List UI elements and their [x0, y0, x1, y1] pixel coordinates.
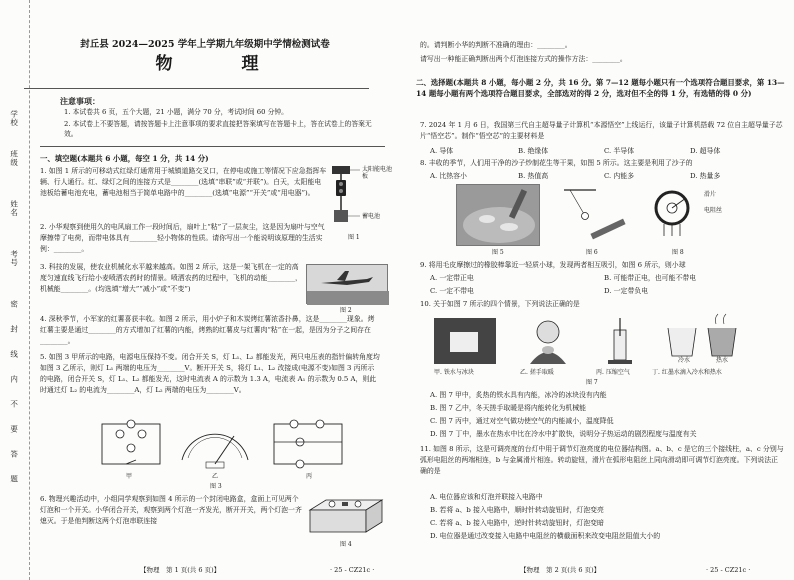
question-5: 5. 如图 3 甲所示的电路，电源电压保持不变。闭合开关 S，灯 L₁、L₂ 都能发光，两只电压表的指针偏转角度均如图 3 乙所示，则灯 L₁ 两端的电压为________V。断开开关 S，将灯 L₁、L₂ 改接成(电源不变)如图 3 丙所示的电路，闭合开关 S，灯 L₁、L₂ 都能发光，这时电流表 A 的示数为 1.3 A，电流表 A₁ 的示数为 0.5 A，则此时通过灯 L₂ 的电流为________A，灯 L₂ 两端的电压为________V。 [40, 353, 380, 394]
gutter-label: 密 [9, 300, 19, 309]
binding-gutter [0, 0, 30, 580]
note-item: 1. 本试卷共 6 页，五个大题，21 小题，满分 70 分，考试时间 60 分钟。 [64, 108, 288, 116]
question-10: 10. 关于如图 7 所示的四个情景，下列说法正确的是 [420, 300, 580, 308]
q7-option-c[interactable]: C. 半导体 [604, 147, 635, 155]
fig3-sub-caption: 甲 [126, 473, 133, 480]
q11-option-c[interactable]: C. 若将 a、b 接入电路中，逆时针转动旋钮时，灯泡变暗 [430, 519, 604, 527]
q9-option-d[interactable]: D. 一定带负电 [604, 287, 649, 295]
q9-option-b[interactable]: B. 可能带正电，也可能不带电 [604, 274, 697, 282]
fig7-label-cold: 冷水 [678, 357, 691, 364]
figure-7-beakers [664, 314, 740, 364]
gutter-label: 不 [9, 400, 19, 409]
question-6-cont-1: 的。请判断小华的判断不准确的理由：________。 [420, 41, 572, 49]
q7-option-d[interactable]: D. 超导体 [690, 147, 721, 155]
figure-4-circuit-box [306, 494, 386, 538]
fig8-caption: 图 8 [672, 249, 684, 256]
gutter-label: 内 [9, 375, 19, 384]
fig3-sub-caption: 乙 [212, 473, 219, 480]
gutter-label: 姓名 [9, 200, 19, 217]
figure-5-sand-photo [456, 184, 540, 246]
gutter-label: 封 [9, 325, 19, 334]
q9-option-c[interactable]: C. 一定不带电 [430, 287, 474, 295]
question-6: 6. 物理兴趣活动中，小组同学观察到如图 4 所示的一个封闭电路盒，盒面上可见两个灯泡和一个开关。小华闭合开关，观察到两个灯泡一齐发光，断开开关，两个灯泡一齐熄灭。于是他判断这两个灯泡串联连接 [40, 495, 302, 525]
footer-page-right: 【物理 第 2 页(共 6 页)】 [520, 566, 601, 574]
q7-option-b[interactable]: B. 绝缘体 [518, 147, 549, 155]
fig6-caption: 图 6 [586, 249, 598, 256]
question-8: 8. 丰收的季节，人们用干净的沙子炒制花生等干果，如图 5 所示。这主要是利用了沙子的 [420, 159, 693, 167]
fig1-caption: 图 1 [348, 234, 360, 241]
footer-page-left: 【物理 第 1 页(共 6 页)】 [140, 566, 221, 574]
solar-panel-shape [332, 166, 350, 174]
fig7-caption: 图 7 [586, 379, 598, 386]
question-3: 3. 科技的发展，使农业机械化水平越来越高。如图 2 所示，这是一架飞机在一定的高度匀速直线飞行给小麦喷洒农药时的情景。喷洒农药的过程中，飞机的动能________，机械能________。(均选填“增大”“减小”或“不变”) [40, 263, 302, 293]
note-item: 2. 本试卷上不要答题，请按答题卡上注意事项的要求直接把答案填写在答题卡上，答在试卷上的答案无效。 [64, 120, 372, 139]
notes-heading: 注意事项： [60, 96, 100, 106]
figure-6-rod-ball [556, 186, 630, 246]
q11-option-d[interactable]: D. 电位器是通过改变接入电路中电阻丝的横截面积来改变电阻丝阻值大小的 [430, 532, 661, 540]
exam-subject: 物 理 [155, 54, 285, 74]
fig7-label-ding: 丁. 红墨水滴入冷水和热水 [652, 369, 722, 376]
divider [40, 146, 385, 147]
fig3-sub-caption: 丙 [306, 473, 313, 480]
figure-7-compress-air [600, 316, 640, 366]
fig3-caption: 图 3 [210, 483, 222, 490]
fig1-label-battery: 蓄电池 [362, 213, 381, 220]
fig7-label-yi: 乙. 搓手取暖 [520, 369, 554, 376]
fig7-label-bing: 丙. 压缩空气 [596, 369, 630, 376]
q10-option-b[interactable]: B. 图 7 乙中，冬天搓手取暖是将内能转化为机械能 [430, 404, 587, 412]
q10-option-d[interactable]: D. 图 7 丁中，墨水在热水中比在冷水中扩散快，说明分子热运动的剧烈程度与温度有关 [430, 430, 697, 438]
q8-option-b[interactable]: B. 热值高 [518, 172, 549, 180]
gutter-label: 要 [9, 425, 19, 434]
fig5-caption: 图 5 [492, 249, 504, 256]
q8-option-d[interactable]: D. 热量多 [690, 172, 721, 180]
section-heading: 二、选择题(本题共 8 小题，每小题 2 分，共 16 分。第 7—12 题每小题只有一个选项符合题目要求，第 13—14 题每小题有两个选项符合题目要求，全部选对的得 2 分，选对但不全的得 1 分，有选错的得 0 分) [416, 78, 785, 99]
question-11: 11. 如图 8 所示，这是可调亮度的台灯中用于调节灯泡亮度的电位器结构图。a、b、c 是它的三个接线柱，a、c 分别与弧形电阻丝的两端相连，b 与金属滑片相连。转动旋钮，滑片在弧形电阻丝上同向滑动即可调节灯泡亮度。下列说法正确的是 [420, 445, 784, 475]
gutter-label: 答 [9, 450, 19, 459]
fig8-label-wire: 电阻丝 [704, 207, 723, 214]
gutter-label: 班级 [9, 150, 19, 167]
fig7-label-hot: 热水 [716, 357, 729, 364]
question-4: 4. 深秋季节，小军家的红薯喜获丰收。如图 2 所示，用小炉子和木炭烤红薯浓香扑鼻，这是________现象。烤红薯主要是通过________的方式增加了红薯的内能，烤熟的红薯皮与红薯肉“粘”在一起，是因为分子之间存在________。 [40, 315, 375, 345]
q11-option-b[interactable]: B. 若将 a、b 接入电路中，顺时针转动旋钮时，灯泡变亮 [430, 506, 604, 514]
exam-title: 封丘县 2024—2025 学年上学期九年级期中学情检测试卷 [80, 39, 330, 50]
figure-7-ice-iron [432, 316, 498, 366]
question-7: 7. 2024 年 1 月 6 日，我国第三代自主超导量子计算机“本源悟空”上线运行，该量子计算机搭载 72 位自主超导量子芯片“悟空芯”。制作“悟空芯”的主要材料是 [420, 121, 783, 140]
q7-option-a[interactable]: A. 导体 [430, 147, 454, 155]
question-1: 1. 如图 1 所示的可移动式红绿灯通常用于城镇道路交叉口，在停电或施工等情况下应急指挥车辆、行人通行。红、绿灯之间的连接方式是________(选填“串联”或“并联”)。白天，太阳能电池板给蓄电池充电，蓄电池相当于简单电路中的________(选填“电源”“开关”或“用电器”)。 [40, 167, 327, 197]
figure-3-circuit-bing [268, 418, 348, 470]
question-2: 2. 小华观察到使用久的电风扇工作一段时间后，扇叶上“粘”了一层灰尘，这是因为扇叶与空气摩擦带了电荷，而带电体具有________轻小物体的性质。请你写出一个能说明该原理的生活实例：________。 [40, 223, 325, 253]
q8-option-c[interactable]: C. 内能多 [604, 172, 635, 180]
gutter-label: 题 [9, 475, 19, 484]
fig4-caption: 图 4 [340, 541, 352, 548]
fig7-label-jia: 甲. 铁水与冰块 [434, 369, 474, 376]
figure-7-rubbing-hands [520, 316, 576, 366]
gutter-label: 考号 [9, 250, 19, 267]
figure-3-circuit-jia [96, 418, 166, 470]
question-9: 9. 将用毛皮摩擦过的橡胶棒靠近一轻质小球，发现两者相互吸引，如图 6 所示，则小球 [420, 261, 686, 269]
figure-8-potentiometer [650, 186, 704, 244]
footer-code-right: · 25 - CZ21c · [706, 566, 751, 574]
q10-option-c[interactable]: C. 图 7 丙中，通过对空气做功使空气的内能减小，温度降低 [430, 417, 614, 425]
fig2-caption: 图 2 [340, 307, 352, 314]
q9-option-a[interactable]: A. 一定带正电 [430, 274, 474, 282]
section-heading: 一、填空题(本题共 6 小题，每空 1 分，共 14 分) [40, 154, 209, 163]
footer-code-left: · 25 - CZ21c · [330, 566, 375, 574]
figure-3-voltmeter-dial [176, 422, 254, 470]
q11-option-a[interactable]: A. 电位器应该和灯泡并联接入电路中 [430, 493, 543, 501]
q8-option-a[interactable]: A. 比热容小 [430, 172, 467, 180]
gutter-label: 学校 [9, 110, 19, 127]
divider [24, 88, 369, 89]
fig1-label-solar: 太阳能电池板 [362, 166, 393, 181]
fig8-label-slider: 滑片 [704, 191, 717, 198]
figure-2-plane-photo [306, 264, 388, 304]
q10-option-a[interactable]: A. 图 7 甲中，炙热的铁水具有内能，冰冷的冰块没有内能 [430, 391, 607, 399]
question-6-cont-2: 请写出一种能正确判断出两个灯泡连接方式的操作方法：________。 [420, 55, 627, 63]
gutter-label: 线 [9, 350, 19, 359]
